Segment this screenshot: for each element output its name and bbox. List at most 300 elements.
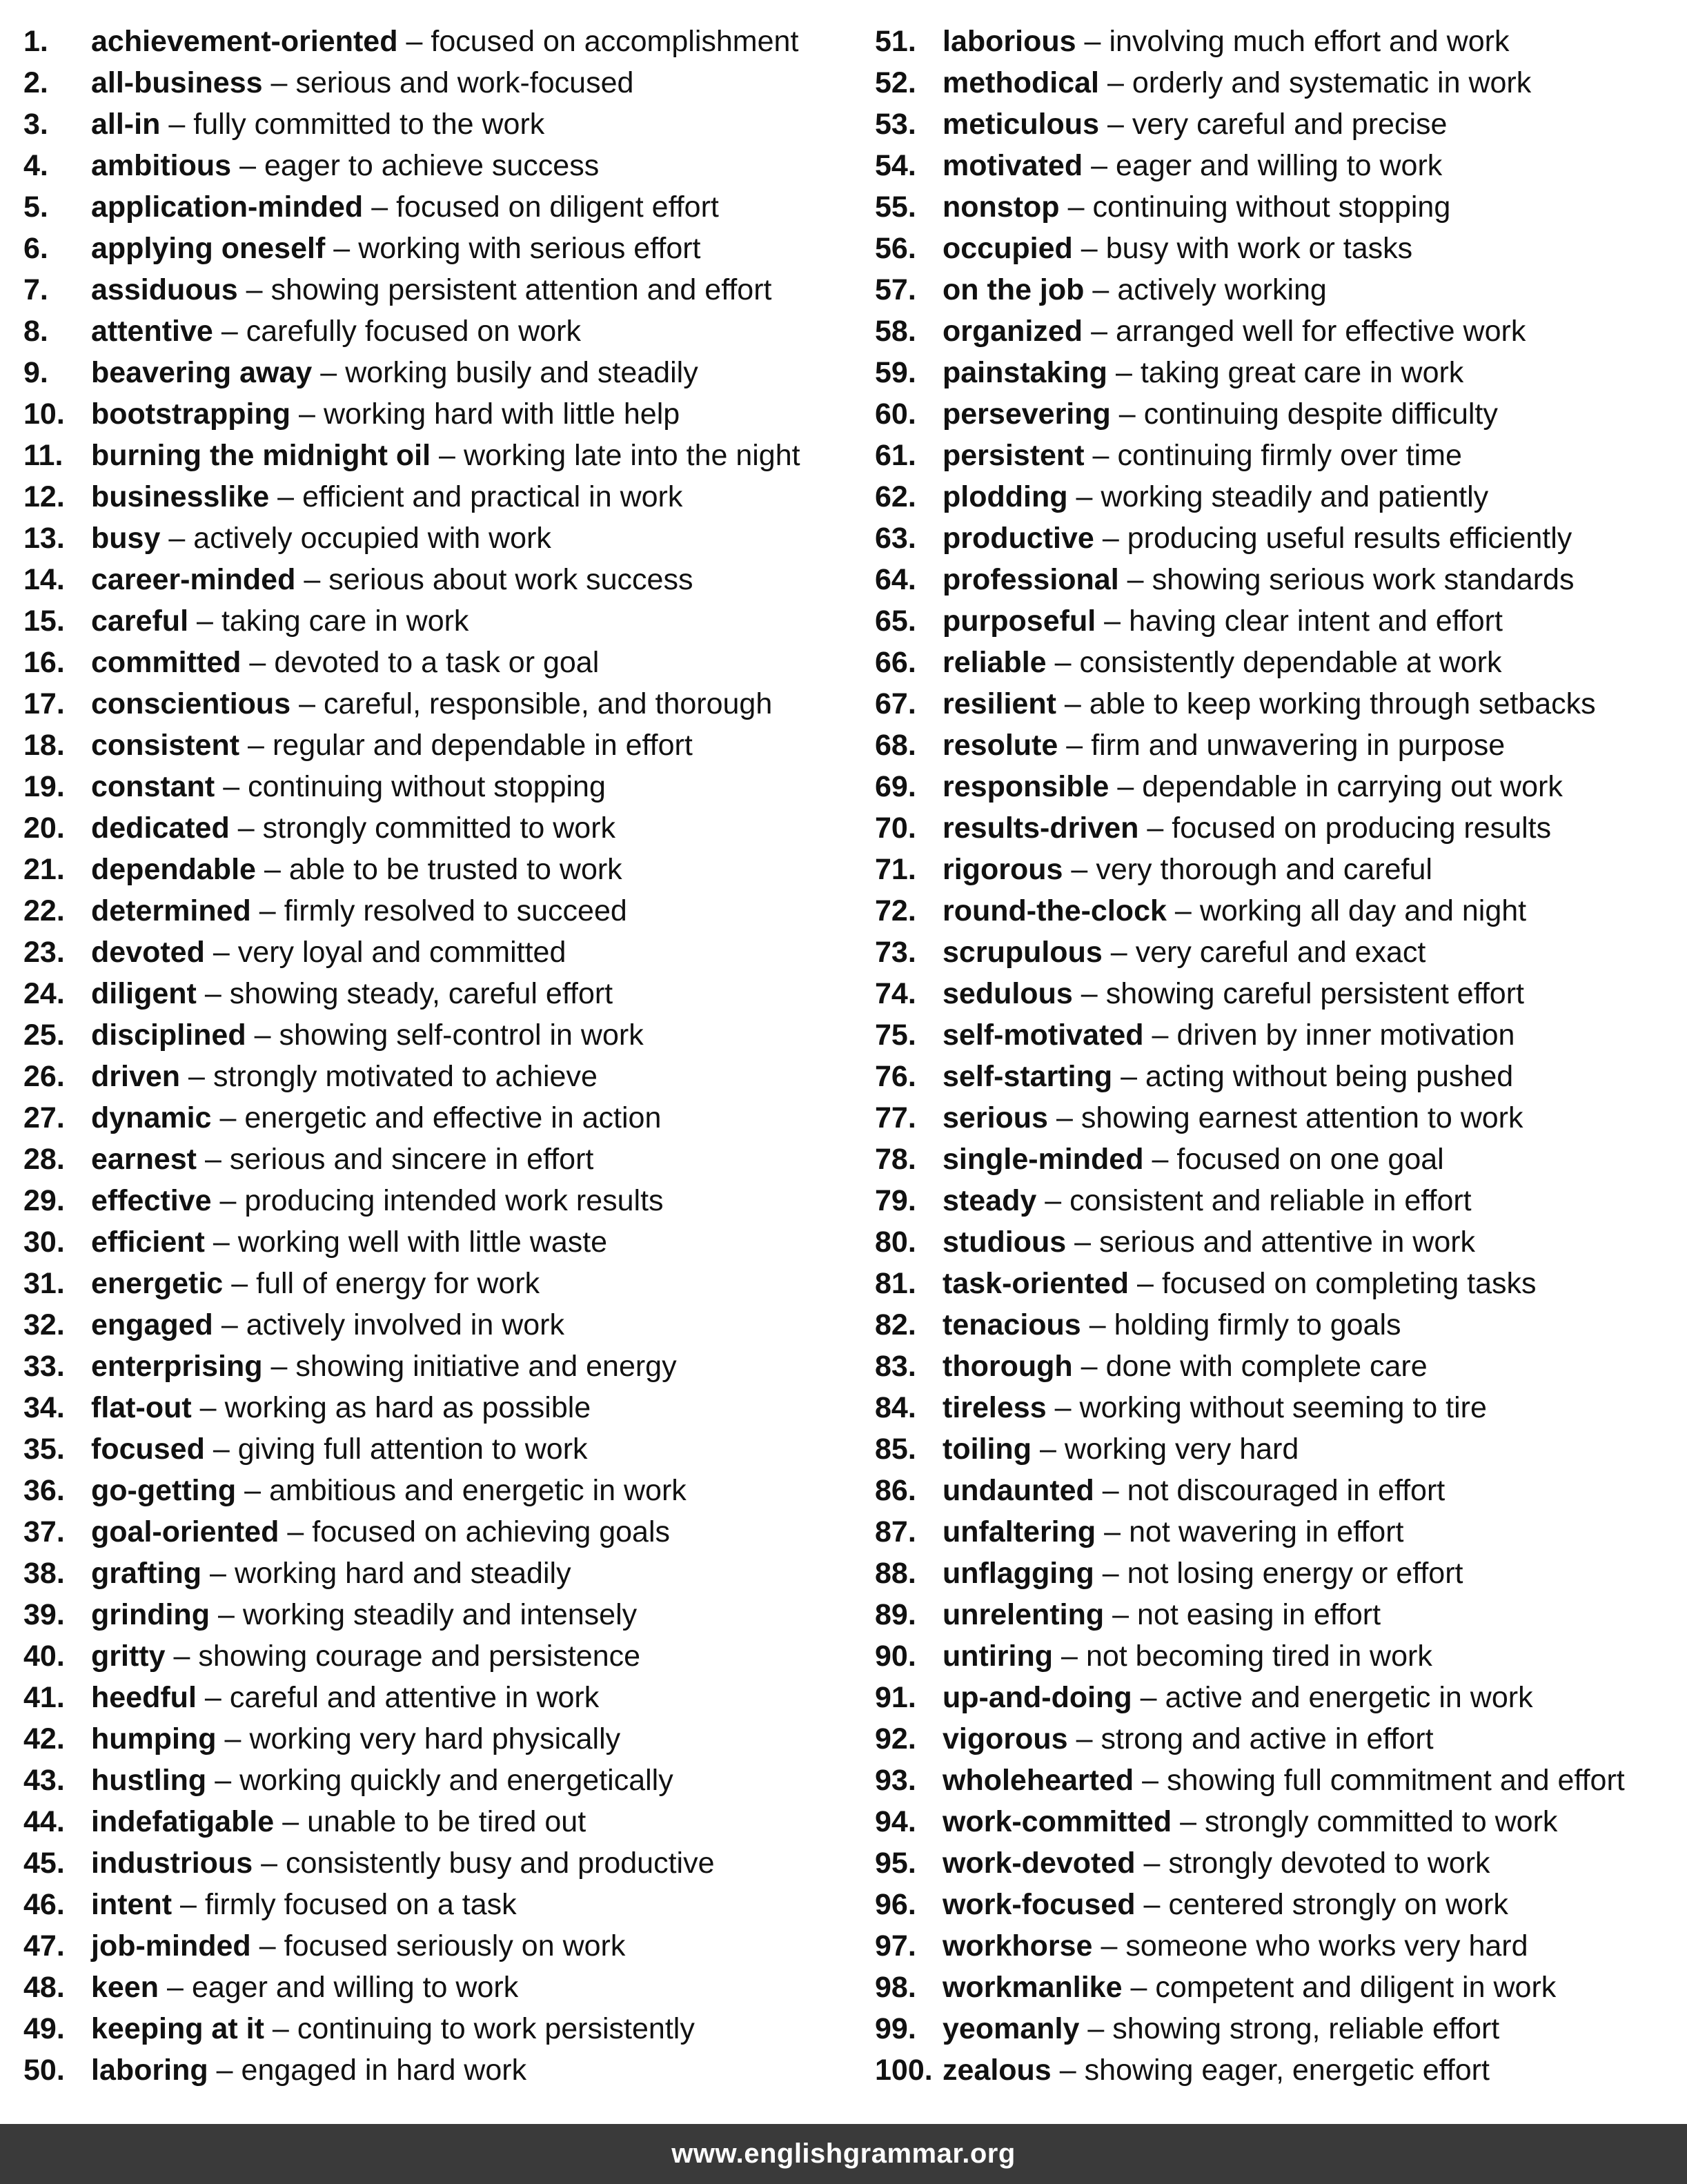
item-word: achievement-oriented <box>91 25 398 58</box>
item-word: laborious <box>943 25 1076 58</box>
list-item <box>875 600 1682 642</box>
item-separator: – <box>210 1557 226 1590</box>
item-separator: – <box>1091 315 1107 348</box>
item-separator: – <box>1143 1888 1161 1921</box>
item-word: rigorous <box>943 853 1063 886</box>
item-number: 27. <box>23 1101 65 1134</box>
item-word: sedulous <box>943 977 1073 1010</box>
item-number: 42. <box>23 1722 65 1755</box>
item-number: 82. <box>875 1308 916 1341</box>
item-word: careful <box>91 604 189 638</box>
item-number: 88. <box>875 1557 916 1590</box>
item-number: 44. <box>23 1805 65 1838</box>
item-separator: – <box>1152 1143 1169 1176</box>
item-definition: producing useful results efficiently <box>1127 522 1572 555</box>
item-separator: – <box>217 1598 235 1631</box>
list-item <box>875 1842 1682 1884</box>
item-definition: dependable in carrying out work <box>1142 770 1563 803</box>
item-number: 34. <box>23 1391 65 1424</box>
item-separator: – <box>1118 397 1136 431</box>
item-separator: – <box>219 1184 237 1217</box>
item-number: 57. <box>875 273 916 306</box>
item-definition: working well with little waste <box>237 1226 608 1259</box>
list-item <box>875 145 1682 186</box>
item-word: committed <box>91 646 241 679</box>
item-number: 33. <box>23 1350 65 1383</box>
item-word: dynamic <box>91 1101 212 1134</box>
item-definition: showing full commitment and effort <box>1167 1764 1625 1797</box>
item-word: purposeful <box>943 604 1096 638</box>
item-separator: – <box>1110 936 1127 969</box>
item-word: occupied <box>943 232 1073 265</box>
item-word: earnest <box>91 1143 197 1176</box>
item-number: 45. <box>23 1847 65 1880</box>
item-separator: – <box>1107 108 1124 141</box>
list-item <box>875 1221 1682 1263</box>
item-separator: – <box>1121 1060 1138 1093</box>
item-definition: strongly devoted to work <box>1168 1847 1490 1880</box>
item-definition: showing steady, careful effort <box>229 977 613 1010</box>
item-definition: working busily and steadily <box>345 356 698 389</box>
item-definition: firmly resolved to succeed <box>284 894 627 927</box>
item-word: work-devoted <box>943 1847 1136 1880</box>
item-word: wholehearted <box>943 1764 1134 1797</box>
item-separator: – <box>1147 811 1164 845</box>
item-separator: – <box>277 480 295 513</box>
item-word: hustling <box>91 1764 207 1797</box>
list-item <box>875 311 1682 352</box>
item-number: 89. <box>875 1598 916 1631</box>
list-item <box>875 476 1682 518</box>
item-number: 60. <box>875 397 916 431</box>
item-word: thorough <box>943 1350 1073 1383</box>
item-number: 81. <box>875 1267 916 1300</box>
item-definition: firmly focused on a task <box>204 1888 517 1921</box>
item-separator: – <box>1039 1433 1056 1466</box>
item-separator: – <box>221 1308 238 1341</box>
list-item <box>23 1967 851 2008</box>
list-item <box>875 1387 1682 1428</box>
item-separator: – <box>1076 1722 1093 1755</box>
item-number: 90. <box>875 1640 916 1673</box>
list-item <box>23 849 851 890</box>
list-item <box>23 1470 851 1511</box>
item-word: methodical <box>943 66 1099 99</box>
item-word: flat-out <box>91 1391 192 1424</box>
item-number: 86. <box>875 1474 916 1507</box>
item-definition: very loyal and committed <box>237 936 566 969</box>
item-word: professional <box>943 563 1119 596</box>
list-item <box>875 1677 1682 1718</box>
item-number: 75. <box>875 1019 916 1052</box>
item-separator: – <box>1174 894 1192 927</box>
list-item <box>23 1346 851 1387</box>
list-item <box>875 1139 1682 1180</box>
item-number: 69. <box>875 770 916 803</box>
list-item <box>875 62 1682 104</box>
item-number: 21. <box>23 853 65 886</box>
list-item <box>23 476 851 518</box>
item-definition: not becoming tired in work <box>1085 1640 1432 1673</box>
item-word: attentive <box>91 315 213 348</box>
item-definition: centered strongly on work <box>1168 1888 1508 1921</box>
item-number: 13. <box>23 522 65 555</box>
list-item <box>875 1594 1682 1635</box>
item-word: dedicated <box>91 811 230 845</box>
item-definition: consistently busy and productive <box>286 1847 715 1880</box>
item-definition: serious and sincere in effort <box>229 1143 594 1176</box>
item-definition: having clear intent and effort <box>1129 604 1503 638</box>
item-definition: done with complete care <box>1105 1350 1428 1383</box>
item-separator: – <box>213 1226 230 1259</box>
item-separator: – <box>1074 1226 1092 1259</box>
list-item <box>875 2008 1682 2049</box>
item-definition: working hard and steadily <box>234 1557 571 1590</box>
item-number: 5. <box>23 190 48 224</box>
item-word: devoted <box>91 936 205 969</box>
item-word: motivated <box>943 149 1083 182</box>
item-definition: orderly and systematic in work <box>1132 66 1532 99</box>
item-separator: – <box>1101 1929 1118 1962</box>
list-item <box>875 186 1682 228</box>
item-separator: – <box>1061 1640 1078 1673</box>
item-word: steady <box>943 1184 1037 1217</box>
item-definition: focused on completing tasks <box>1161 1267 1537 1300</box>
list-item <box>875 1801 1682 1842</box>
item-definition: working quickly and energetically <box>239 1764 673 1797</box>
item-word: focused <box>91 1433 205 1466</box>
item-separator: – <box>199 1391 217 1424</box>
item-separator: – <box>259 894 276 927</box>
item-word: indefatigable <box>91 1805 275 1838</box>
list-item <box>875 1304 1682 1346</box>
item-word: persistent <box>943 439 1085 472</box>
item-word: dependable <box>91 853 256 886</box>
item-definition: focused on achieving goals <box>312 1515 671 1548</box>
item-definition: continuing without stopping <box>1092 190 1451 224</box>
item-definition: eager and willing to work <box>1116 149 1443 182</box>
item-number: 78. <box>875 1143 916 1176</box>
item-separator: – <box>1054 646 1072 679</box>
list-item <box>23 973 851 1014</box>
item-word: busy <box>91 522 161 555</box>
item-separator: – <box>1081 232 1098 265</box>
item-definition: serious and attentive in work <box>1099 1226 1476 1259</box>
item-separator: – <box>1107 66 1124 99</box>
list-item <box>875 766 1682 807</box>
item-separator: – <box>1081 1350 1098 1383</box>
item-number: 74. <box>875 977 916 1010</box>
item-number: 96. <box>875 1888 916 1921</box>
list-item <box>23 352 851 393</box>
item-definition: focused on accomplishment <box>431 25 799 58</box>
list-item <box>875 1884 1682 1925</box>
item-word: career-minded <box>91 563 296 596</box>
item-separator: – <box>1102 1557 1119 1590</box>
item-definition: actively involved in work <box>246 1308 564 1341</box>
item-definition: working with serious effort <box>358 232 701 265</box>
item-word: goal-oriented <box>91 1515 279 1548</box>
item-separator: – <box>223 770 240 803</box>
item-word: zealous <box>943 2054 1052 2087</box>
item-definition: efficient and practical in work <box>302 480 683 513</box>
item-definition: working late into the night <box>463 439 800 472</box>
list-item <box>875 1635 1682 1677</box>
item-definition: very careful and exact <box>1135 936 1426 969</box>
item-separator: – <box>1084 25 1101 58</box>
list-item <box>23 393 851 435</box>
list-item <box>875 435 1682 476</box>
item-word: self-motivated <box>943 1019 1144 1052</box>
item-definition: not losing energy or effort <box>1127 1557 1463 1590</box>
list-item <box>23 1511 851 1553</box>
item-number: 35. <box>23 1433 65 1466</box>
item-number: 11. <box>23 439 63 472</box>
list-item <box>875 269 1682 311</box>
item-definition: competent and diligent in work <box>1155 1971 1557 2004</box>
list-item <box>23 1428 851 1470</box>
item-number: 37. <box>23 1515 65 1548</box>
list-item <box>23 1594 851 1635</box>
list-item <box>875 1428 1682 1470</box>
item-number: 91. <box>875 1681 916 1714</box>
item-number: 56. <box>875 232 916 265</box>
item-word: results-driven <box>943 811 1139 845</box>
item-number: 49. <box>23 2012 65 2045</box>
item-word: ambitious <box>91 149 232 182</box>
list-item <box>875 518 1682 559</box>
item-separator: – <box>1142 1764 1159 1797</box>
item-separator: – <box>1054 1391 1072 1424</box>
item-word: single-minded <box>943 1143 1144 1176</box>
item-separator: – <box>264 853 281 886</box>
item-definition: able to keep working through setbacks <box>1089 687 1596 720</box>
item-separator: – <box>1130 1971 1147 2004</box>
list-item <box>23 2008 851 2049</box>
item-number: 18. <box>23 729 65 762</box>
item-number: 31. <box>23 1267 65 1300</box>
list-item <box>875 352 1682 393</box>
item-word: burning the midnight oil <box>91 439 431 472</box>
item-number: 68. <box>875 729 916 762</box>
item-number: 55. <box>875 190 916 224</box>
item-definition: working hard with little help <box>323 397 680 431</box>
item-separator: – <box>246 273 263 306</box>
item-word: untiring <box>943 1640 1054 1673</box>
item-separator: – <box>1143 1847 1161 1880</box>
item-definition: busy with work or tasks <box>1105 232 1413 265</box>
list-item <box>875 2049 1682 2091</box>
item-number: 62. <box>875 480 916 513</box>
item-separator: – <box>254 1019 271 1052</box>
item-number: 70. <box>875 811 916 845</box>
item-separator: – <box>231 1267 248 1300</box>
item-separator: – <box>1089 1308 1106 1341</box>
item-number: 24. <box>23 977 65 1010</box>
item-word: round-the-clock <box>943 894 1167 927</box>
item-word: responsible <box>943 770 1109 803</box>
list-item <box>875 228 1682 269</box>
item-definition: showing careful persistent effort <box>1105 977 1524 1010</box>
item-word: productive <box>943 522 1094 555</box>
item-number: 40. <box>23 1640 65 1673</box>
item-number: 85. <box>875 1433 916 1466</box>
list-item <box>875 973 1682 1014</box>
item-number: 17. <box>23 687 65 720</box>
item-separator: – <box>244 1474 262 1507</box>
list-item <box>23 932 851 973</box>
item-separator: – <box>261 1847 278 1880</box>
item-definition: showing strong, reliable effort <box>1112 2012 1500 2045</box>
item-word: work-committed <box>943 1805 1172 1838</box>
item-word: nonstop <box>943 190 1060 224</box>
item-word: serious <box>943 1101 1048 1134</box>
item-number: 83. <box>875 1350 916 1383</box>
item-number: 58. <box>875 315 916 348</box>
item-number: 19. <box>23 770 65 803</box>
list-item <box>23 766 851 807</box>
list-item <box>23 1842 851 1884</box>
item-separator: – <box>173 1640 190 1673</box>
item-number: 4. <box>23 149 48 182</box>
item-separator: – <box>1104 1515 1121 1548</box>
item-separator: – <box>204 1681 221 1714</box>
item-separator: – <box>1064 687 1081 720</box>
item-word: workhorse <box>943 1929 1093 1962</box>
item-separator: – <box>1112 1598 1129 1631</box>
item-separator: – <box>1056 1101 1073 1134</box>
item-number: 66. <box>875 646 916 679</box>
item-definition: continuing without stopping <box>248 770 606 803</box>
item-definition: continuing to work persistently <box>297 2012 695 2045</box>
item-definition: holding firmly to goals <box>1114 1308 1401 1341</box>
item-number: 76. <box>875 1060 916 1093</box>
item-word: workmanlike <box>943 1971 1123 2004</box>
item-definition: taking great care in work <box>1140 356 1464 389</box>
item-word: businesslike <box>91 480 270 513</box>
list-item <box>875 1967 1682 2008</box>
item-word: studious <box>943 1226 1067 1259</box>
item-word: beavering away <box>91 356 313 389</box>
item-number: 64. <box>875 563 916 596</box>
item-definition: working without seeming to tire <box>1079 1391 1487 1424</box>
list-item <box>875 642 1682 683</box>
item-word: up-and-doing <box>943 1681 1132 1714</box>
item-word: energetic <box>91 1267 224 1300</box>
list-item <box>875 1511 1682 1553</box>
item-separator: – <box>1045 1184 1062 1217</box>
item-number: 26. <box>23 1060 65 1093</box>
item-definition: eager and willing to work <box>191 1971 519 2004</box>
item-number: 32. <box>23 1308 65 1341</box>
item-definition: producing intended work results <box>244 1184 664 1217</box>
item-number: 29. <box>23 1184 65 1217</box>
item-separator: – <box>1091 149 1108 182</box>
item-number: 6. <box>23 232 48 265</box>
item-definition: able to be trusted to work <box>288 853 622 886</box>
item-number: 54. <box>875 149 916 182</box>
list-item <box>23 890 851 932</box>
item-number: 12. <box>23 480 65 513</box>
list-item <box>875 1760 1682 1801</box>
item-separator: – <box>239 149 256 182</box>
item-number: 72. <box>875 894 916 927</box>
item-separator: – <box>213 936 230 969</box>
item-separator: – <box>168 108 186 141</box>
list-item <box>875 1718 1682 1760</box>
item-word: on the job <box>943 273 1085 306</box>
item-separator: – <box>248 729 264 762</box>
item-separator: – <box>168 522 186 555</box>
item-number: 93. <box>875 1764 916 1797</box>
item-word: efficient <box>91 1226 205 1259</box>
list-item <box>23 1056 851 1097</box>
item-separator: – <box>1102 522 1119 555</box>
item-number: 50. <box>23 2054 65 2087</box>
item-definition: eager to achieve success <box>264 149 600 182</box>
item-number: 98. <box>875 1971 916 2004</box>
item-definition: showing courage and persistence <box>198 1640 641 1673</box>
item-definition: active and energetic in work <box>1165 1681 1533 1714</box>
item-definition: showing initiative and energy <box>295 1350 677 1383</box>
list-item <box>875 1263 1682 1304</box>
item-number: 59. <box>875 356 916 389</box>
item-number: 65. <box>875 604 916 638</box>
item-number: 73. <box>875 936 916 969</box>
item-separator: – <box>1092 273 1109 306</box>
list-item <box>23 1801 851 1842</box>
item-number: 36. <box>23 1474 65 1507</box>
item-separator: – <box>299 397 315 431</box>
item-number: 63. <box>875 522 916 555</box>
list-item <box>875 559 1682 600</box>
item-word: tenacious <box>943 1308 1081 1341</box>
item-definition: focused on producing results <box>1172 811 1552 845</box>
item-number: 15. <box>23 604 65 638</box>
item-separator: – <box>215 1764 232 1797</box>
item-separator: – <box>371 190 388 224</box>
item-word: toiling <box>943 1433 1032 1466</box>
item-definition: working steadily and patiently <box>1101 480 1489 513</box>
item-word: vigorous <box>943 1722 1068 1755</box>
item-word: self-starting <box>943 1060 1113 1093</box>
item-word: engaged <box>91 1308 213 1341</box>
list-item <box>23 518 851 559</box>
item-word: undaunted <box>943 1474 1094 1507</box>
list-item <box>23 1884 851 1925</box>
item-separator: – <box>1081 977 1098 1010</box>
item-definition: focused seriously on work <box>284 1929 626 1962</box>
item-word: plodding <box>943 480 1068 513</box>
item-number: 38. <box>23 1557 65 1590</box>
list-item <box>23 1635 851 1677</box>
item-separator: – <box>221 315 238 348</box>
item-definition: engaged in hard work <box>241 2054 527 2087</box>
item-word: resolute <box>943 729 1058 762</box>
item-definition: involving much effort and work <box>1109 25 1510 58</box>
item-definition: working very hard physically <box>249 1722 621 1755</box>
item-separator: – <box>180 1888 197 1921</box>
item-number: 14. <box>23 563 65 596</box>
item-number: 9. <box>23 356 48 389</box>
item-word: job-minded <box>91 1929 251 1962</box>
item-word: assiduous <box>91 273 238 306</box>
item-separator: – <box>1117 770 1134 803</box>
list-item <box>23 186 851 228</box>
item-separator: – <box>167 1971 184 2004</box>
item-definition: continuing despite difficulty <box>1143 397 1498 431</box>
item-word: diligent <box>91 977 197 1010</box>
